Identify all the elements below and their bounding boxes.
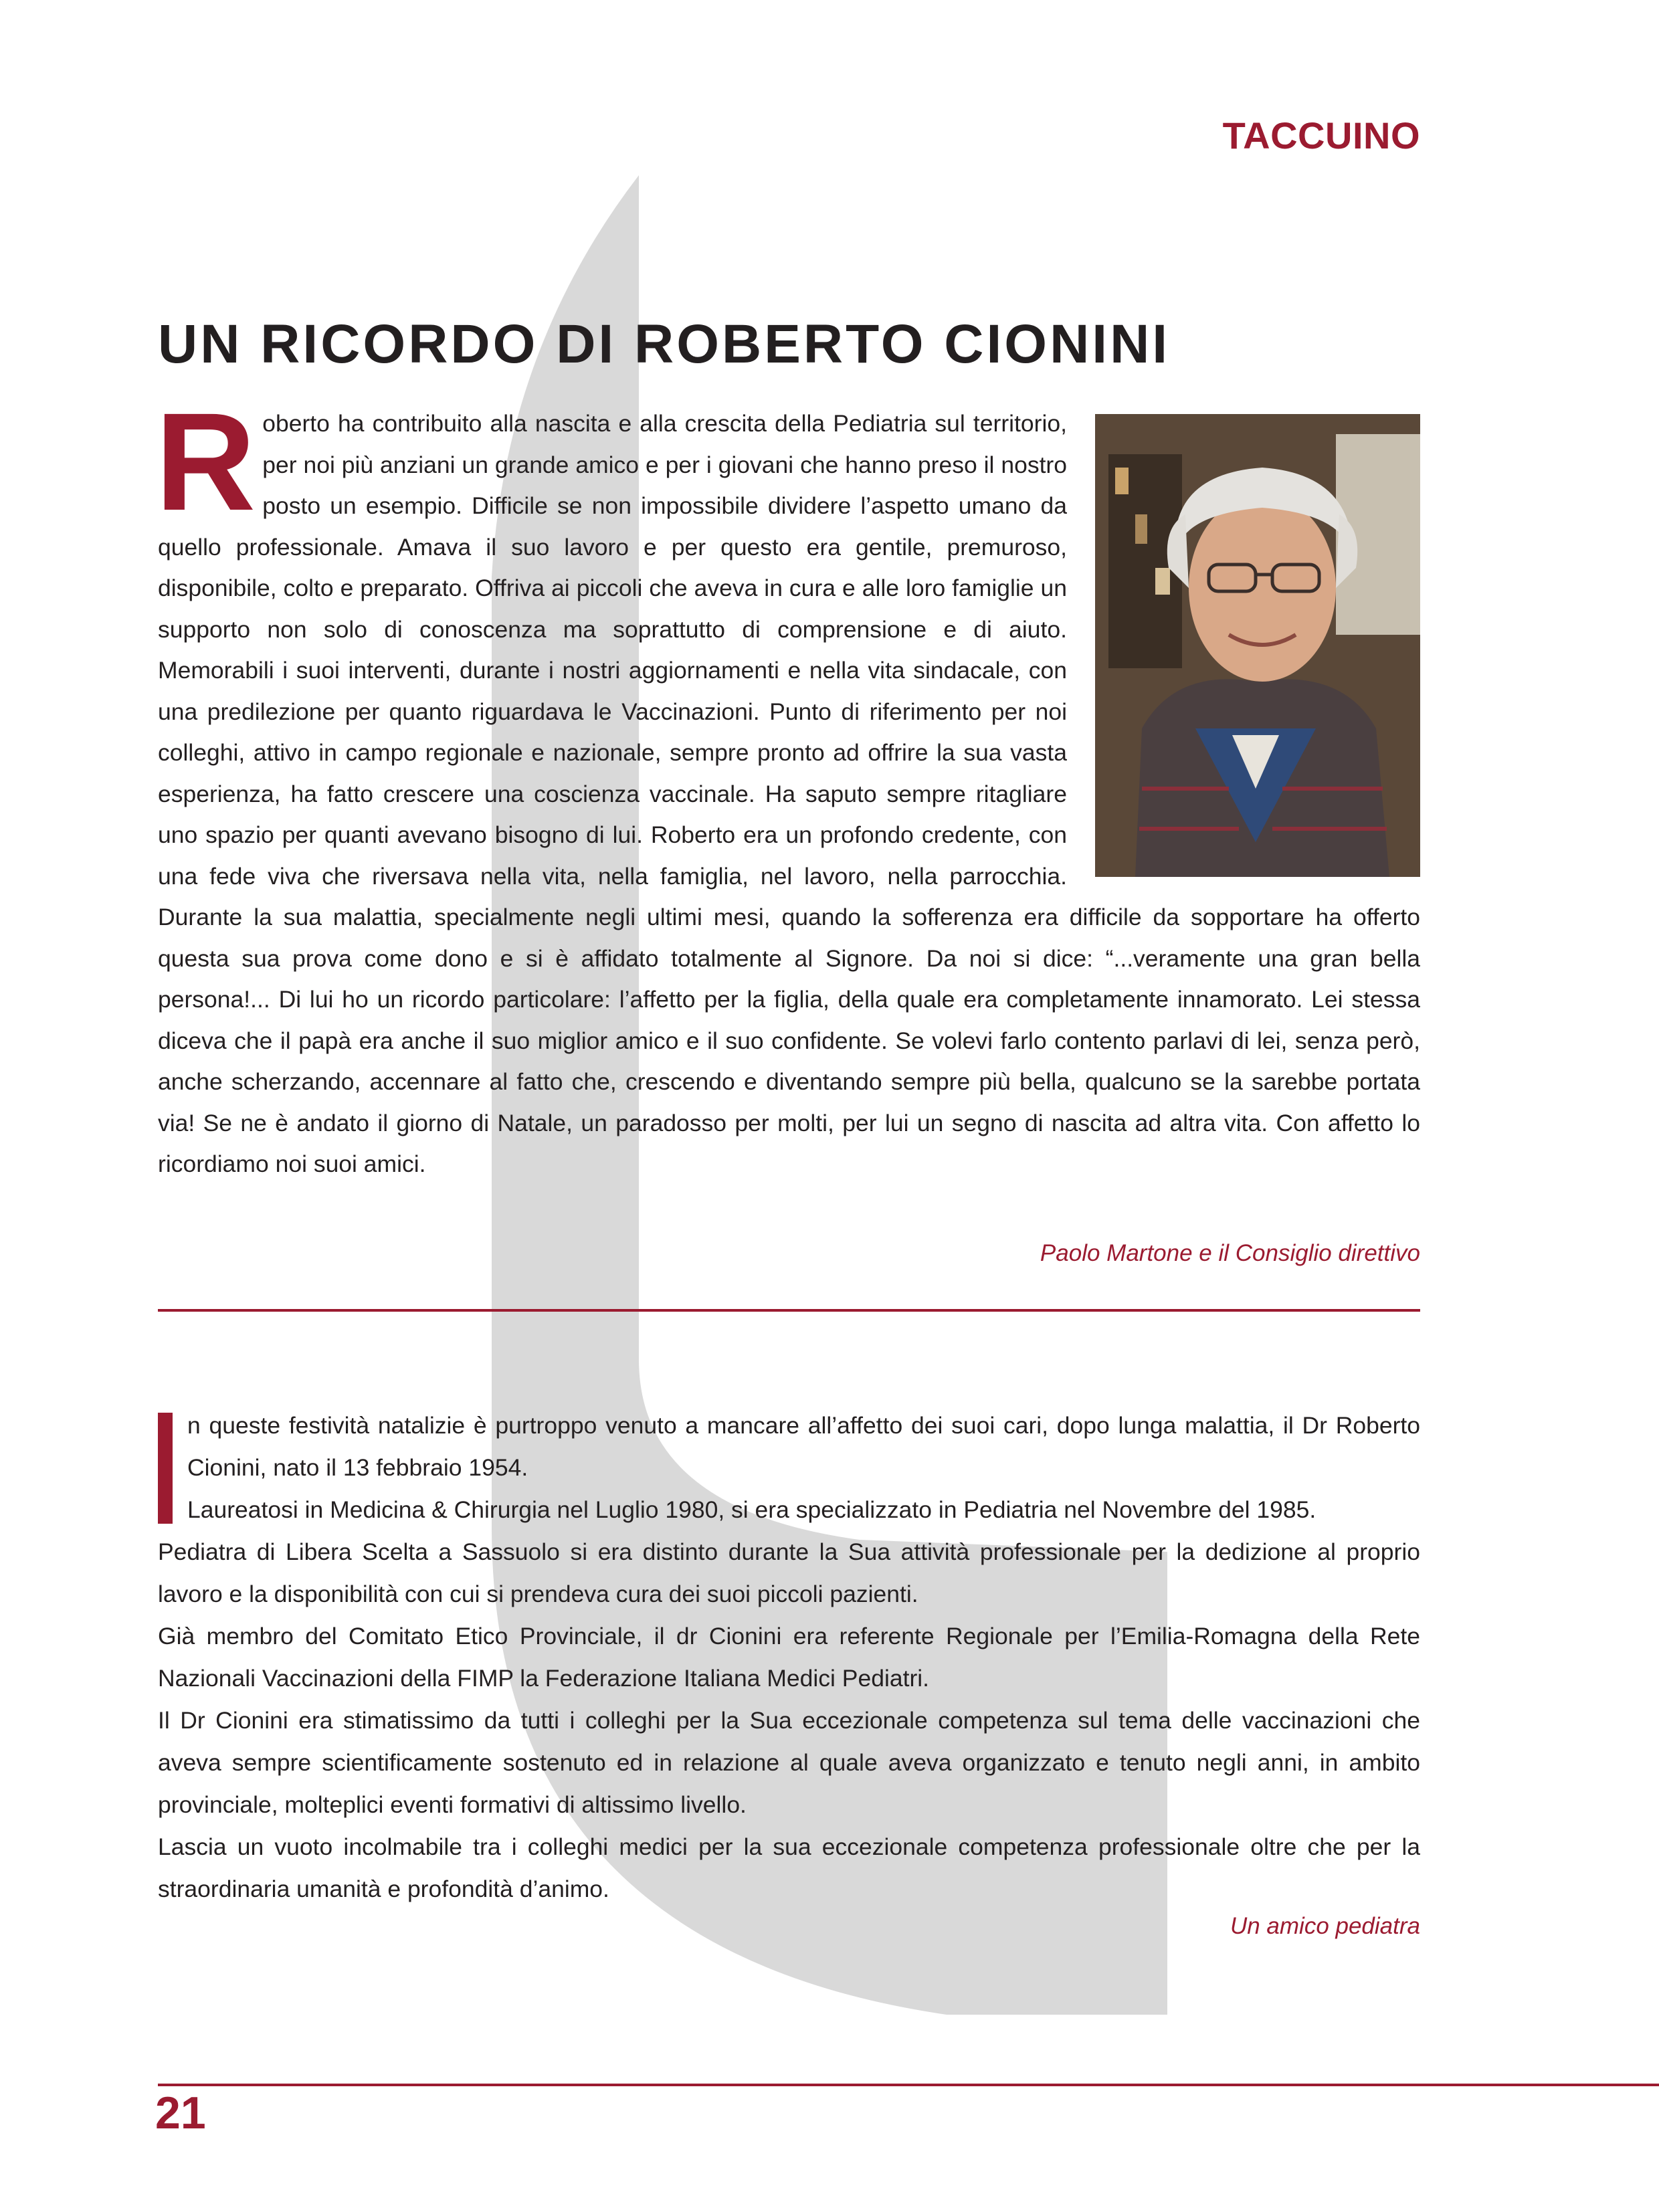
tribute-signature: Un amico pediatra (1230, 1913, 1420, 1939)
article-title: UN RICORDO DI ROBERTO CIONINI (158, 314, 1171, 375)
tribute-paragraph: n queste festività natalizie è purtroppo venuto a mancare all’affetto dei suoi cari, dopo lunga malattia, il Dr Roberto Cionini, nato il 13 febbraio 1954. (187, 1412, 1420, 1481)
dropcap-i (158, 1413, 173, 1524)
page-number: 21 (155, 2088, 206, 2138)
portrait-illustration (1095, 414, 1420, 877)
portrait-photo (1095, 414, 1420, 877)
tribute-paragraph: Lascia un vuoto incolmabile tra i colleghi medici per la sua eccezionale competenza professionale oltre che per la straordinaria umanità e profondità d’animo. (158, 1833, 1420, 1902)
tribute-body (158, 1405, 1420, 1910)
section-divider (158, 1309, 1420, 1312)
dropcap-r: R (155, 385, 256, 540)
tribute-paragraph: Pediatra di Libera Scelta a Sassuolo si era distinto durante la Sua attività professionale per la dedizione al proprio lavoro e la disponibilità con cui si prendeva cura dei suoi piccoli pazienti. (158, 1538, 1420, 1607)
article-text: oberto ha contribuito alla nascita e alla crescita della Pediatria sul territorio, per noi più anziani un grande amico e per i giovani che hanno preso il nostro posto un esempio. Difficile se non impossibile dividere l’aspetto umano da quello professionale. Amava il suo lavoro e per questo era gentile, premuroso, disponibile, colto e preparato. Offriva ai piccoli che aveva in cura e alle loro famiglie un supporto non solo di conoscenza ma soprattutto di comprensione e di aiuto. Memorabili i suoi interventi, durante i nostri aggiornamenti e nella vita sindacale, con una predilezione per quanto riguardava le Vaccinazioni. Punto di riferimento per noi colleghi, attivo in campo regionale e nazionale, sempre pronto ad offrire la sua vasta esperienza, ha fatto crescere una coscienza vaccinale. Ha saputo sempre ritagliare uno spazio per quanti avevano bisogno di lui. Roberto era un profondo credente, con una fede viva che riversava nella vita, nella famiglia, nel lavoro, nella parrocchia. Durante la sua malattia, specialmente negli ultimi mesi, quando la sofferenza era difficile da sopportare ha offerto questa sua prova come dono e si è affidato totalmente al Signore. Da noi si dice: “...veramente una gran bella persona!... Di lui ho un ricordo particolare: l’affetto per la figlia, della quale era completamente innamorato. Lei stessa diceva che il papà era anche il suo miglior amico e il suo confidente. Se volevi farlo contento parlavi di lei, senza però, anche scherzando, accennare al fatto che, crescendo e diventando sempre più bella, qualcuno se la sarebbe portata via! Se ne è andato il giorno di Natale, un paradosso per molti, per lui un segno di nascita ad altra vita. Con affetto lo ricordiamo noi suoi amici. (158, 410, 1420, 1177)
section-label: TACCUINO (1222, 114, 1420, 157)
article-body (155, 385, 1420, 1185)
article-signature: Paolo Martone e il Consiglio direttivo (1040, 1240, 1420, 1266)
tribute-paragraph: Laureatosi in Medicina & Chirurgia nel Luglio 1980, si era specializzato in Pediatria nel Novembre del 1985. (187, 1496, 1316, 1523)
tribute-paragraph: Già membro del Comitato Etico Provinciale, il dr Cionini era referente Regionale per l’Emilia-Romagna della Rete Nazionali Vaccinazioni della FIMP la Federazione Italiana Medici Pediatri. (158, 1623, 1420, 1692)
tribute-paragraph: Il Dr Cionini era stimatissimo da tutti i colleghi per la Sua eccezionale competenza sul tema delle vaccinazioni che aveva sempre scientificamente sostenuto ed in relazione al quale aveva organizzato e tenuto negli anni, in ambito provinciale, molteplici eventi formativi di altissimo livello. (158, 1707, 1420, 1818)
footer-rule (158, 2084, 1659, 2086)
